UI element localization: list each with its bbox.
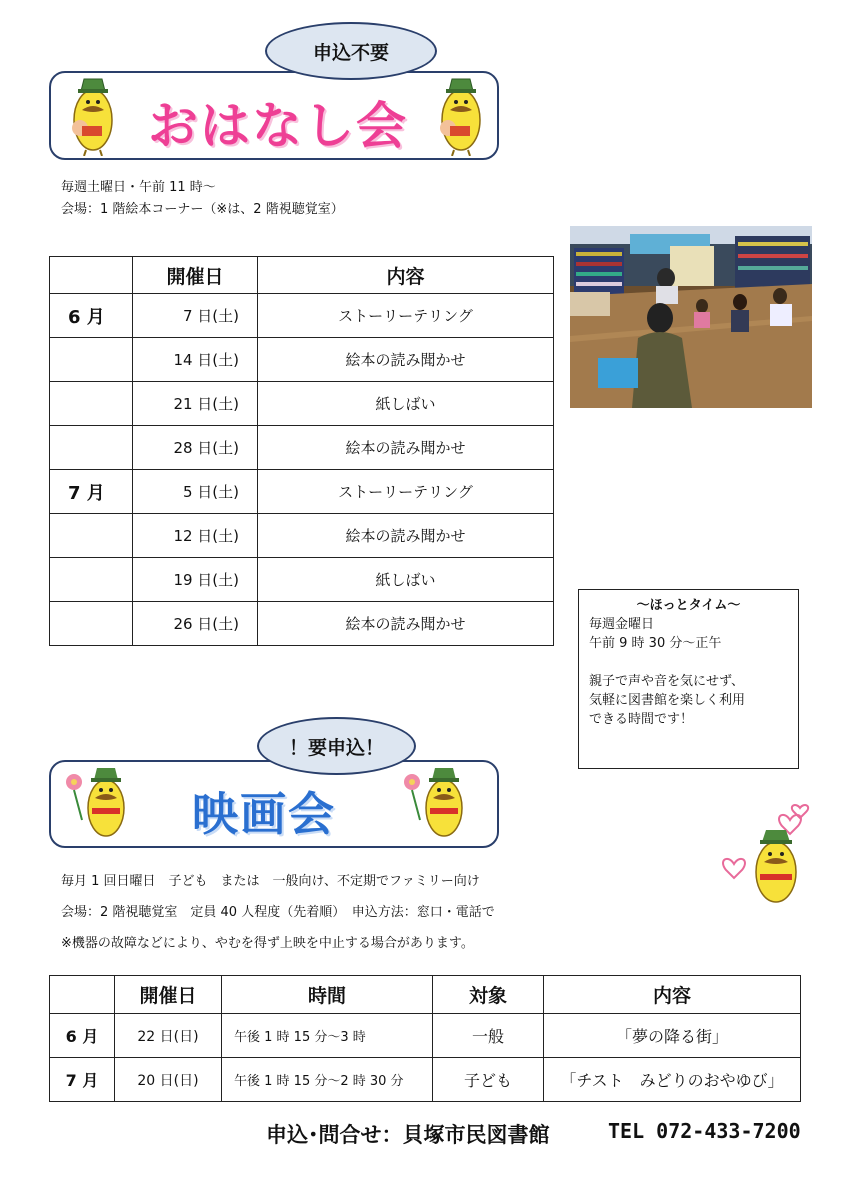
phone-number: TEL 072-433-7200 <box>608 1119 801 1143</box>
table-row: 6 月 7 日(土) ストーリーテリング <box>50 294 554 338</box>
storytime-photo <box>570 226 812 408</box>
header-time: 時間 <box>222 976 433 1014</box>
mascot-icon <box>400 760 470 844</box>
table-row: 7 月 20 日(日) 午後 1 時 15 分～2 時 30 分 子ども 「チスト みどりのおやゆび」 <box>50 1058 801 1102</box>
table-row: 21 日(土) 紙しばい <box>50 382 554 426</box>
hotto-title: ～ほっとタイム～ <box>636 598 741 613</box>
hotto-time: 午前 9 時 30 分～正午 <box>589 636 722 651</box>
badge-label: ！要申込！ <box>288 736 384 759</box>
movie-venue: 会場：2 階視聴覚室 定員 40 人程度（先着順） 申込方法：窓口・電話で <box>61 905 495 920</box>
badge-label: 申込不要 <box>312 41 389 64</box>
table-row: 12 日(土) 絵本の読み聞かせ <box>50 514 554 558</box>
hotto-time-box <box>578 589 799 769</box>
movie-notice: ※機器の故障などにより、やむを得ず上映を中止する場合があります。 <box>61 936 474 951</box>
table-row: 19 日(土) 紙しばい <box>50 558 554 602</box>
table-row: 7 月 5 日(土) ストーリーテリング <box>50 470 554 514</box>
table-row: 14 日(土) 絵本の読み聞かせ <box>50 338 554 382</box>
hotto-desc3: できる時間です！ <box>589 712 694 727</box>
header-blank <box>50 976 115 1014</box>
movie-schedule: 毎月 1 回日曜日 子ども または 一般向け、不定期でファミリー向け <box>61 874 480 889</box>
header-content: 内容 <box>258 257 554 294</box>
mascot-hearts-icon <box>720 800 816 912</box>
storytime-schedule: 毎週土曜日・午前 11 時～ <box>61 180 216 195</box>
movie-title: 映画会 <box>192 787 336 841</box>
contact-info: 申込･問合せ：貝塚市民図書館 <box>266 1123 550 1147</box>
mascot-icon <box>66 70 118 156</box>
hotto-desc1: 親子で声や音を気にせず、 <box>589 674 744 689</box>
mascot-icon <box>434 70 486 156</box>
header-date: 開催日 <box>133 257 258 294</box>
hotto-day: 毎週金曜日 <box>589 617 655 632</box>
storytime-title: おはなし会 <box>148 97 408 155</box>
header-target: 対象 <box>433 976 544 1014</box>
mascot-icon <box>62 760 132 844</box>
application-required-badge <box>257 717 416 775</box>
storytime-venue: 会場：1 階絵本コーナー（※は、2 階視聴覚室） <box>61 202 344 217</box>
table-row: 28 日(土) 絵本の読み聞かせ <box>50 426 554 470</box>
movie-table <box>49 975 801 1102</box>
header-content: 内容 <box>544 976 801 1014</box>
header-date: 開催日 <box>115 976 222 1014</box>
table-row: 26 日(土) 絵本の読み聞かせ <box>50 602 554 646</box>
storytime-table <box>49 256 554 646</box>
table-row: 6 月 22 日(日) 午後 1 時 15 分～3 時 一般 「夢の降る街」 <box>50 1014 801 1058</box>
no-application-badge <box>265 22 437 80</box>
header-blank <box>50 257 133 294</box>
hotto-desc2: 気軽に図書館を楽しく利用 <box>589 693 746 708</box>
